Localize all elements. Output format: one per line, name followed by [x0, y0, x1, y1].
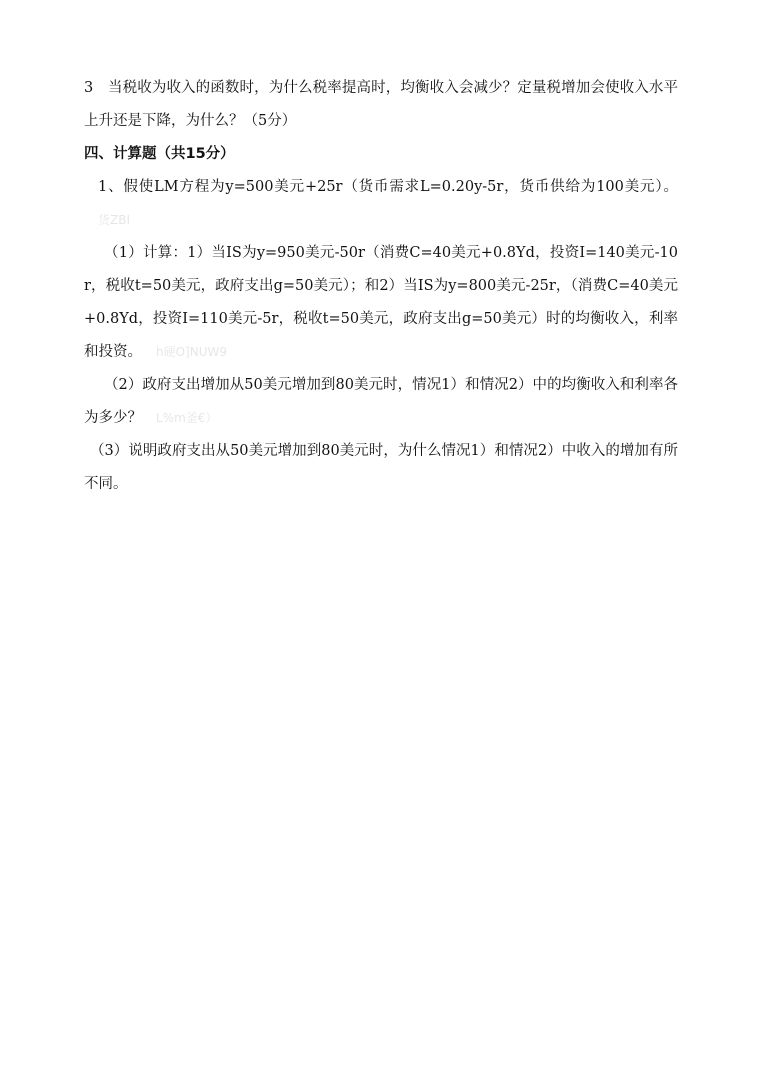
- question-3-text: 3 当税收为收入的函数时，为什么税率提高时，均衡收入会减少？定量税增加会使收入水平上升还是下降，为什么？（5分）: [84, 80, 678, 129]
- problem-1-intro-faint-text: 货ZBI: [98, 213, 130, 227]
- problem-1-part-3: [84, 435, 678, 501]
- document-content: [84, 72, 678, 501]
- problem-1-intro-text: 1、假使LM方程为y=500美元+25r（货币需求L=0.20y-5r，货币供给为100美元）。: [98, 179, 678, 195]
- question-3: [84, 72, 678, 138]
- problem-1-part-2-text: （2）政府支出增加从50美元增加到80美元时，情况1）和情况2）中的均衡收入和利率各为多少？: [84, 377, 678, 426]
- problem-1-part-1-text: （1）计算：1）当IS为y=950美元-50r（消费C=40美元+0.8Yd，投资I=140美元-10r，税收t=50美元，政府支出g=50美元）；和2）当IS为y=800美元-25r，（消费C=40美元+0.8Yd，投资I=110美元-5r，税收t=50美元，政府支出g=50美元）时的均衡收入，利率和投资。: [84, 245, 678, 360]
- section-4-heading: 四、计算题（共15分）: [84, 146, 235, 162]
- problem-1-part-3-text: （3）说明政府支出从50美元增加到80美元时，为什么情况1）和情况2）中收入的增加有所不同。: [84, 443, 678, 492]
- problem-1-part-2: [84, 369, 678, 435]
- problem-1-part-1-faint-text: h硬O]NUW9: [156, 345, 227, 359]
- problem-1-intro: [84, 171, 678, 237]
- problem-1-part-2-faint-text: L%m釜€）: [156, 411, 218, 425]
- problem-1-part-1: [84, 237, 678, 369]
